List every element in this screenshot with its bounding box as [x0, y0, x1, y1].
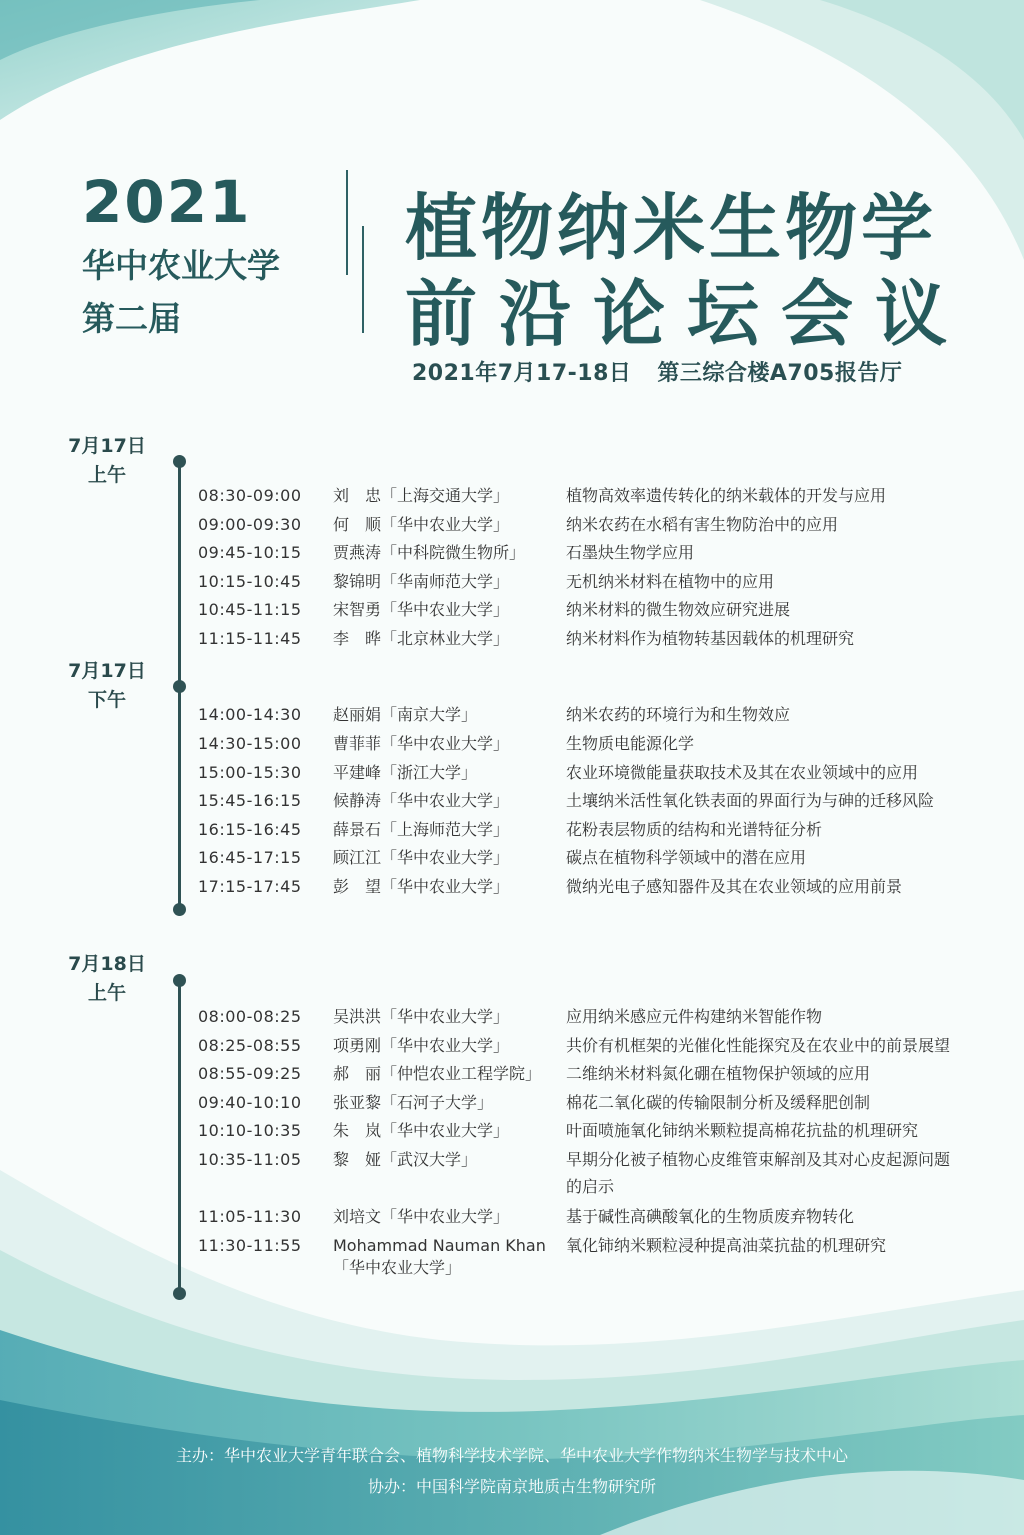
- talk-speaker: 平建峰「浙江大学」: [333, 763, 478, 782]
- footer-host: 主办：华中农业大学青年联合会、植物科学技术学院、华中农业大学作物纳米生物学与技术中心: [175, 1446, 848, 1465]
- talk-topic: 二维纳米材料氮化硼在植物保护领域的应用: [566, 1064, 871, 1083]
- session-date: 7月18日: [68, 953, 146, 975]
- session-period: 上午: [87, 982, 126, 1004]
- event-date: 2021年7月17-18日: [412, 361, 632, 386]
- talk-time: 10:35-11:05: [198, 1150, 302, 1169]
- date-location: [412, 356, 928, 387]
- session-date: 7月17日: [68, 660, 146, 682]
- session-label: [52, 432, 162, 490]
- talk-time: 09:00-09:30: [198, 515, 302, 534]
- talk-time: 11:30-11:55: [198, 1236, 302, 1255]
- session-period: 上午: [87, 464, 126, 486]
- talk-time: 10:10-10:35: [198, 1121, 302, 1140]
- talk-time: 08:30-09:00: [198, 486, 302, 505]
- talk-speaker: 李 晔「北京林业大学」: [333, 629, 510, 648]
- session-label: [52, 950, 162, 1008]
- talk-speaker: 刘 忠「上海交通大学」: [333, 486, 510, 505]
- talk-speaker: 黎锦明「华南师范大学」: [333, 572, 510, 591]
- title-line-1: 植物纳米生物学: [405, 186, 938, 270]
- talk-topic: 微纳光电子感知器件及其在农业领域的应用前景: [566, 877, 903, 896]
- session-label: [52, 657, 162, 715]
- talk-time: 10:15-10:45: [198, 572, 302, 591]
- talk-topic: 无机纳米材料在植物中的应用: [566, 572, 775, 591]
- talk-topic: 石墨炔生物学应用: [566, 543, 695, 562]
- talk-topic: 土壤纳米活性氧化铁表面的界面行为与砷的迁移风险: [566, 791, 935, 810]
- talk-speaker: 何 顺「华中农业大学」: [333, 515, 510, 534]
- talk-speaker: 朱 岚「华中农业大学」: [333, 1121, 510, 1140]
- header-edition: 第二届: [82, 299, 181, 338]
- session-date: 7月17日: [68, 435, 146, 457]
- timeline-line: [178, 460, 181, 686]
- talk-time: 08:55-09:25: [198, 1064, 302, 1083]
- talk-speaker: 赵丽娟「南京大学」: [333, 705, 478, 724]
- timeline-dot: [173, 1287, 186, 1300]
- talk-time: 10:45-11:15: [198, 600, 302, 619]
- talk-topic: 纳米材料的微生物效应研究进展: [566, 600, 791, 619]
- talk-speaker: 顾江江「华中农业大学」: [333, 848, 510, 867]
- talk-time: 14:30-15:00: [198, 734, 302, 753]
- timeline-dot: [173, 903, 186, 916]
- talk-speaker: 张亚黎「石河子大学」: [333, 1093, 494, 1112]
- talk-speaker: 宋智勇「华中农业大学」: [333, 600, 510, 619]
- talk-time: 09:40-10:10: [198, 1093, 302, 1112]
- talk-speaker: 项勇刚「华中农业大学」: [333, 1036, 510, 1055]
- talk-topic: 共价有机框架的光催化性能探究及在农业中的前景展望: [566, 1036, 951, 1055]
- talk-topic: 氧化铈纳米颗粒浸种提高油菜抗盐的机理研究: [566, 1236, 887, 1255]
- talk-time: 11:05-11:30: [198, 1207, 302, 1226]
- talk-speaker: 曹菲菲「华中农业大学」: [333, 734, 510, 753]
- talk-time: 14:00-14:30: [198, 705, 302, 724]
- talk-time: 09:45-10:15: [198, 543, 302, 562]
- talk-speaker: 贾燕涛「中科院微生物所」: [333, 543, 526, 562]
- talk-topic: 棉花二氧化碳的传输限制分析及缓释肥创制: [566, 1093, 871, 1112]
- talk-topic: 纳米农药的环境行为和生物效应: [566, 705, 791, 724]
- talk-affiliation: 「华中农业大学」: [333, 1258, 462, 1277]
- event-location: 第三综合楼A705报告厅: [657, 361, 903, 386]
- talk-time: 08:25-08:55: [198, 1036, 302, 1055]
- title-line-2: 前沿论坛会议: [405, 272, 970, 356]
- talk-time: 08:00-08:25: [198, 1007, 302, 1026]
- talk-time: 16:45-17:15: [198, 848, 302, 867]
- talk-speaker: 吴洪洪「华中农业大学」: [333, 1007, 510, 1026]
- talk-speaker: 黎 娅「武汉大学」: [333, 1150, 478, 1169]
- talk-topic: 农业环境微能量获取技术及其在农业领域中的应用: [566, 763, 919, 782]
- timeline-line: [178, 686, 181, 910]
- talk-time: 15:45-16:15: [198, 791, 302, 810]
- timeline-dot: [173, 455, 186, 468]
- talk-topic: 花粉表层物质的结构和光谱特征分析: [566, 820, 823, 839]
- header-divider: [362, 226, 364, 333]
- talk-topic: 植物高效率遗传转化的纳米载体的开发与应用: [566, 486, 887, 505]
- talk-topic: 生物质电能源化学: [566, 734, 695, 753]
- talk-speaker: 郝 丽「仲恺农业工程学院」: [333, 1064, 542, 1083]
- timeline-line: [178, 980, 181, 1293]
- talk-topic-continued: 的启示: [566, 1177, 615, 1196]
- talk-speaker: 候静涛「华中农业大学」: [333, 791, 510, 810]
- header-divider: [346, 170, 348, 275]
- talk-speaker: 彭 望「华中农业大学」: [333, 877, 510, 896]
- talk-time: 15:00-15:30: [198, 763, 302, 782]
- talk-topic: 纳米材料作为植物转基因载体的机理研究: [566, 629, 855, 648]
- session-period: 下午: [87, 689, 126, 711]
- talk-time: 11:15-11:45: [198, 629, 302, 648]
- header-university: 华中农业大学: [82, 246, 280, 285]
- talk-topic: 碳点在植物科学领域中的潜在应用: [566, 848, 807, 867]
- talk-topic: 基于碱性高碘酸氧化的生物质废弃物转化: [566, 1207, 855, 1226]
- talk-speaker: Mohammad Nauman Khan: [333, 1236, 546, 1255]
- talk-topic: 纳米农药在水稻有害生物防治中的应用: [566, 515, 839, 534]
- talk-topic: 早期分化被子植物心皮维管束解剖及其对心皮起源问题: [566, 1150, 951, 1169]
- footer-cohost: 协办：中国科学院南京地质古生物研究所: [367, 1477, 656, 1496]
- talk-speaker: 刘培文「华中农业大学」: [333, 1207, 510, 1226]
- header-year: 2021: [82, 168, 252, 236]
- timeline-dot: [173, 974, 186, 987]
- talk-time: 16:15-16:45: [198, 820, 302, 839]
- talk-topic: 应用纳米感应元件构建纳米智能作物: [566, 1007, 823, 1026]
- talk-speaker: 薛景石「上海师范大学」: [333, 820, 510, 839]
- talk-time: 17:15-17:45: [198, 877, 302, 896]
- talk-topic: 叶面喷施氧化铈纳米颗粒提高棉花抗盐的机理研究: [566, 1121, 919, 1140]
